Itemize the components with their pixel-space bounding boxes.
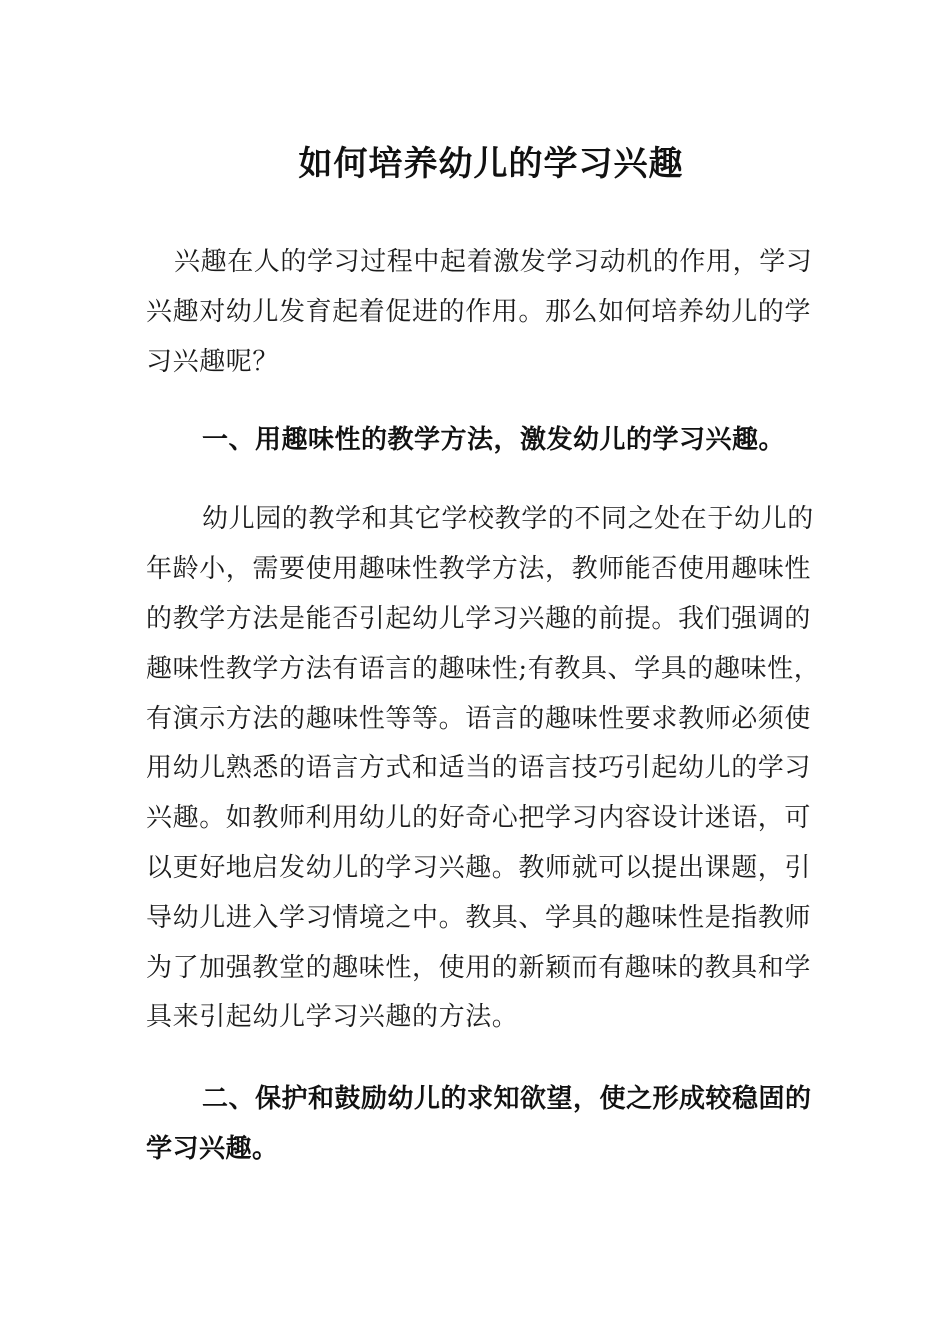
document-content xyxy=(146,134,836,1174)
section-heading-2: 二、保护和鼓励幼儿的求知欲望，使之形成较稳固的学习兴趣。 xyxy=(146,1084,812,1165)
intro-paragraph: 兴趣在人的学习过程中起着激发学习动机的作用，学习兴趣对幼儿发育起着促进的作用。那么如何培养幼儿的学习兴趣呢？ xyxy=(146,247,813,377)
section-body-1: 幼儿园的教学和其它学校教学的不同之处在于幼儿的年龄小，需要使用趣味性教学方法，教师能否使用趣味性的教学方法是能否引起幼儿学习兴趣的前提。我们强调的趣味性教学方法有语言的趣味性;有教具、学具的趣味性，有演示方法的趣味性等等。语言的趣味性要求教师必须使用幼儿熟悉的语言方式和适当的语言技巧引起幼儿的学习兴趣。如教师利用幼儿的好奇心把学习内容设计迷语，可以更好地启发幼儿的学习兴趣。教师就可以提出课题，引导幼儿进入学习情境之中。教具、学具的趣味性是指教师为了加强教堂的趣味性，使用的新颖而有趣味的教具和学具来引起幼儿学习兴趣的方法。 xyxy=(146,504,821,1033)
document-title: 如何培养幼儿的学习兴趣 xyxy=(298,144,684,184)
section-heading-1: 一、用趣味性的教学方法，激发幼儿的学习兴趣。 xyxy=(202,425,786,456)
